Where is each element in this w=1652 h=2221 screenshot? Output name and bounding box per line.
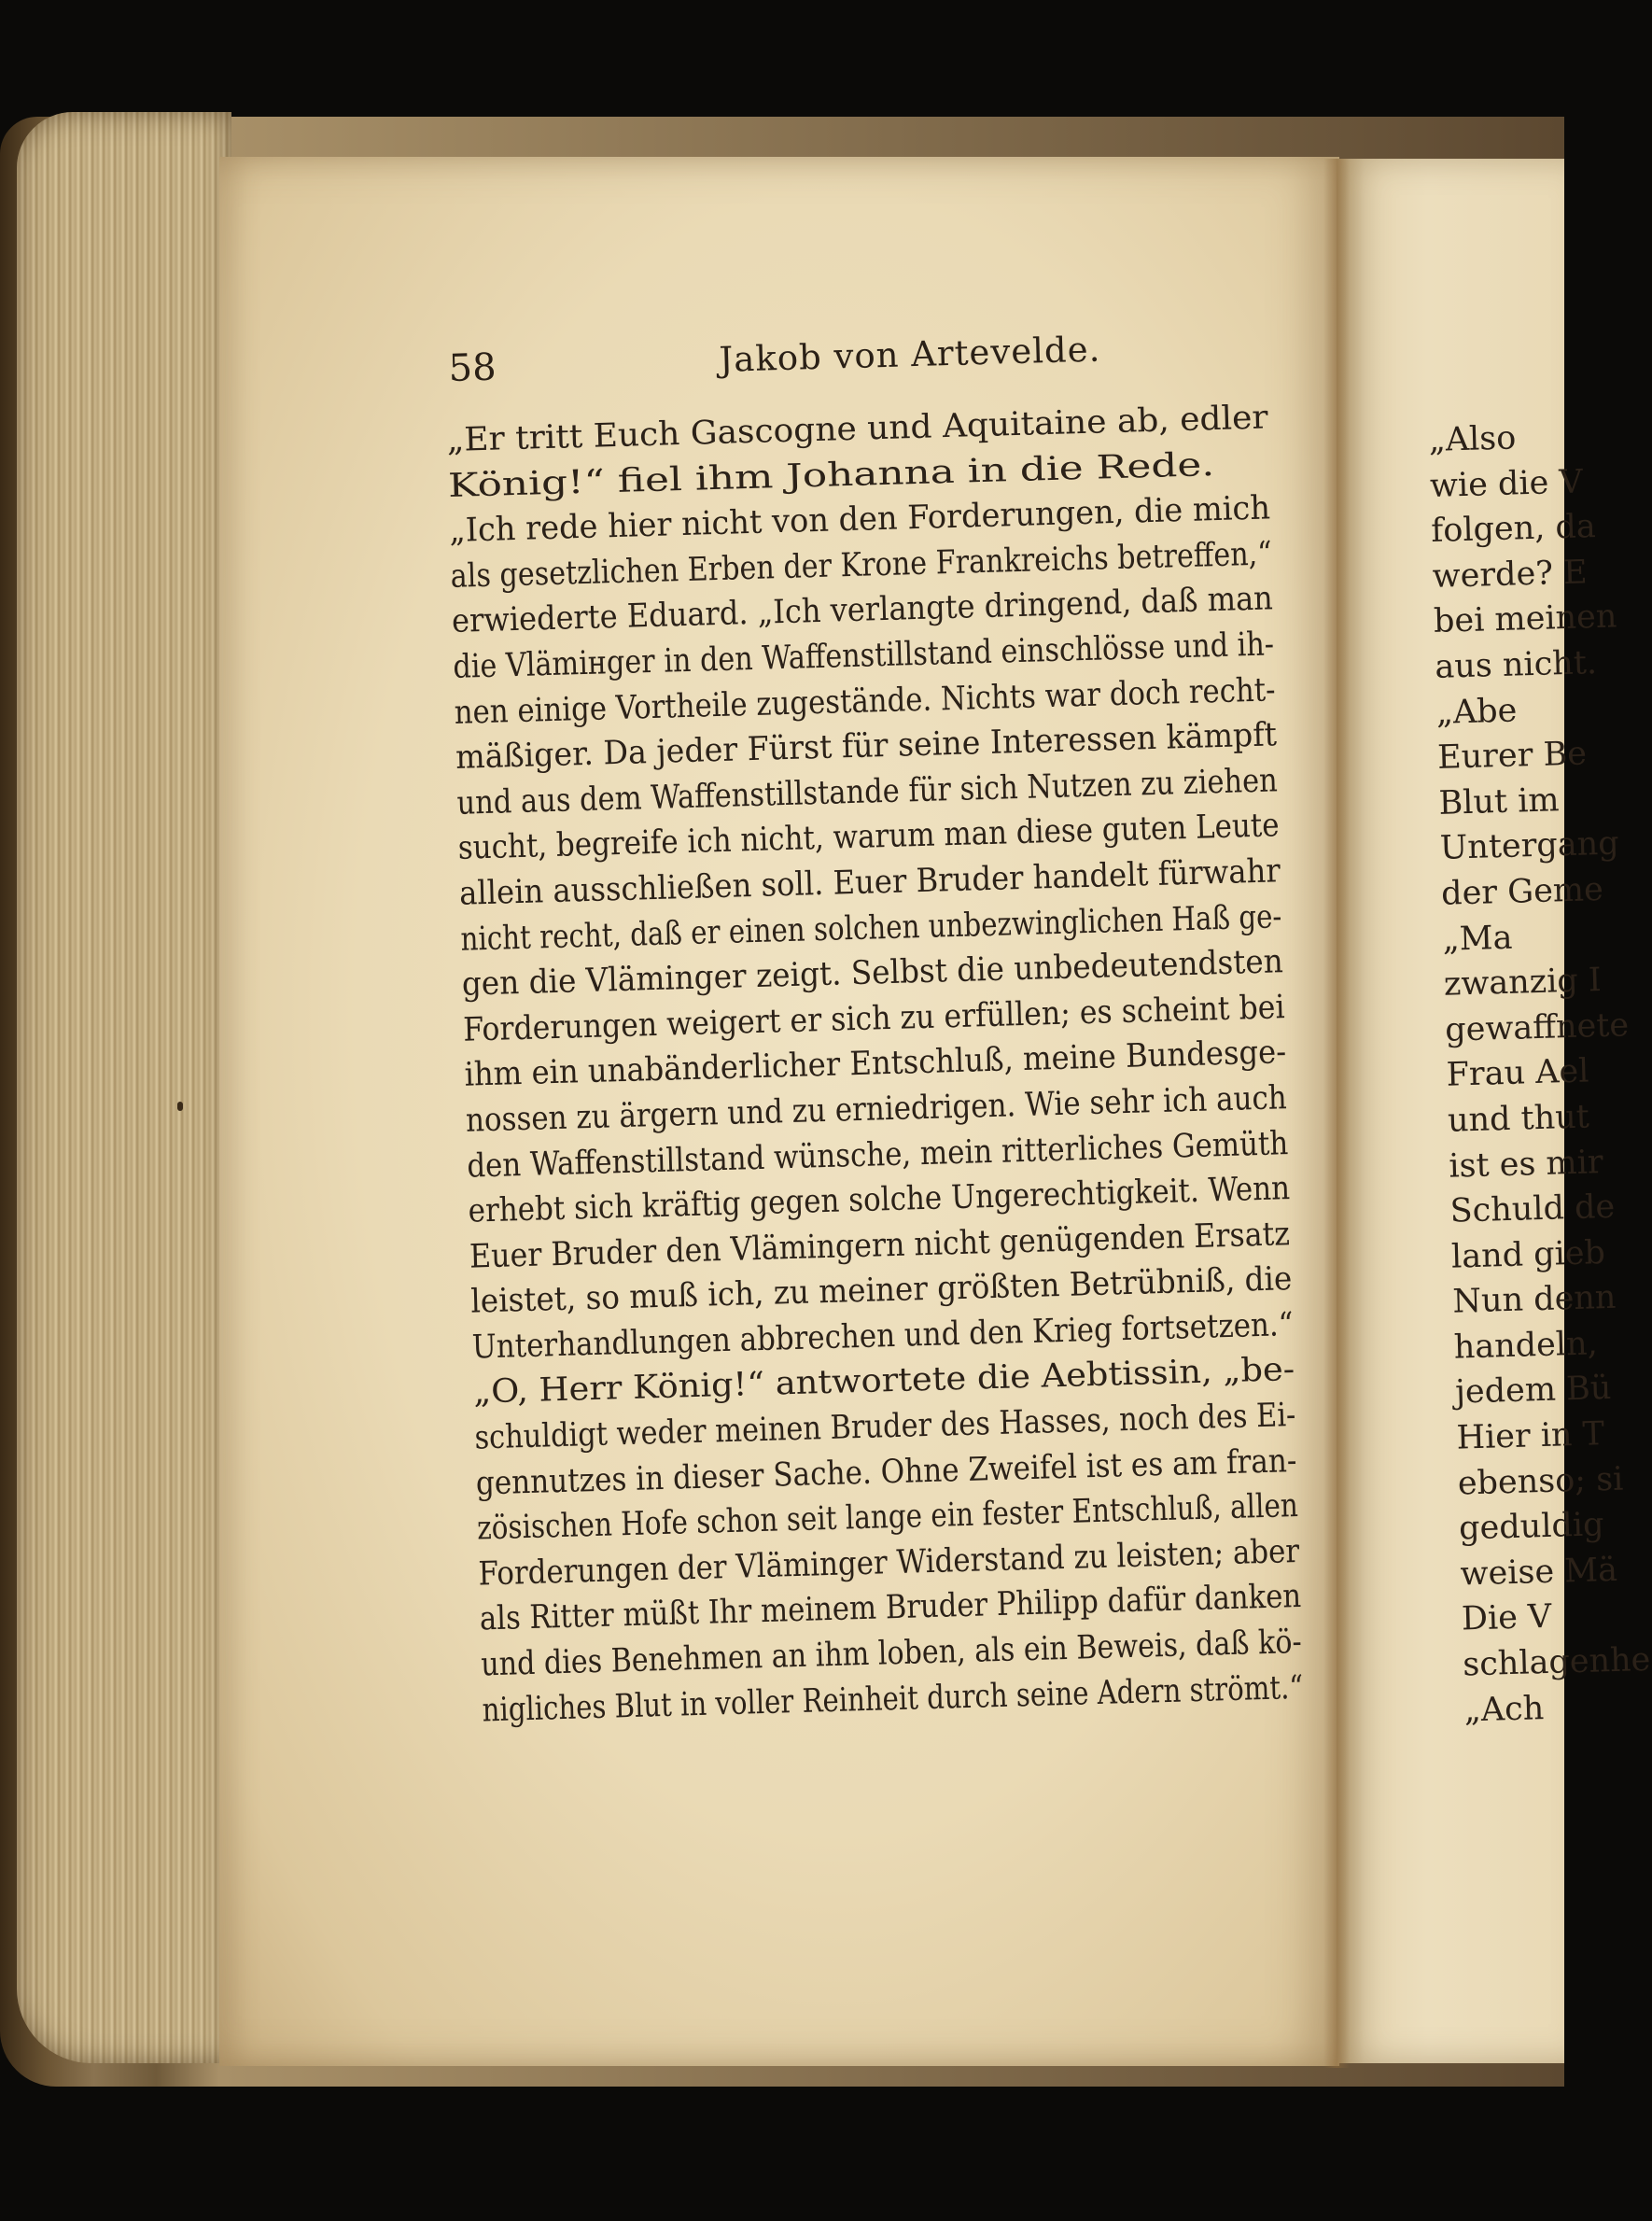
text-line: erwiederte Eduard. „Ich verlangte dringend, daß man: [451, 580, 1274, 641]
text-line: Untergang: [1439, 824, 1620, 868]
text-line: gewaffnete: [1444, 1005, 1630, 1049]
text-line: ihm ein unabänderlicher Entschluß, meine Bundesge-: [464, 1033, 1287, 1095]
text-line: jedem Bü: [1454, 1370, 1612, 1413]
text-line: wie die V: [1429, 463, 1584, 505]
text-line: Forderungen weigert er sich zu erfüllen; es scheint bei: [462, 988, 1286, 1049]
text-line: nigliches Blut in voller Reinheit durch seine Adern strömt.“: [482, 1668, 1304, 1730]
text-line: aus nicht.: [1434, 644, 1598, 686]
text-line: handeln,: [1453, 1325, 1599, 1367]
text-line: als Ritter müßt Ihr meinem Bruder Philipp dafür danken: [479, 1578, 1302, 1638]
text-line: gennutzes in dieser Sache. Ohne Zweifel ist es am fran-: [475, 1441, 1297, 1503]
left-page-text: [446, 395, 1304, 1733]
text-line: Frau Ael: [1446, 1052, 1589, 1095]
text-line: Hier in T: [1455, 1415, 1605, 1457]
text-line: weise Mä: [1460, 1551, 1618, 1594]
text-line: König!“ fiel ihm Johanna in die Rede.: [447, 445, 1215, 505]
text-line: zwanzig I: [1443, 962, 1603, 1004]
text-line: „Ich rede hier nicht von den Forderungen, die mich: [448, 489, 1271, 551]
text-line: den Waffenstillstand wünsche, mein ritterliches Gemüth: [466, 1124, 1289, 1186]
text-line: allein ausschließen soll. Euer Bruder handelt fürwahr: [458, 852, 1281, 913]
text-line: und aus dem Waffenstillstande für sich Nutzen zu ziehen: [455, 762, 1279, 822]
text-line: land gieb: [1450, 1233, 1606, 1276]
text-line: werde? E: [1432, 554, 1589, 596]
text-line: zösischen Hofe schon seit lange ein fester Entschluß, allen: [476, 1487, 1299, 1548]
page-number: 58: [448, 345, 497, 390]
text-line: Unterhandlungen abbrechen und den Krieg fortsetzen.“: [471, 1305, 1295, 1367]
text-line: leistet, so muß ich, zu meiner größten Betrübniß, die: [469, 1260, 1293, 1321]
running-title: Jakob von Artevelde.: [718, 329, 1101, 380]
text-line: „Er tritt Euch Gascogne und Aquitaine ab, edler: [446, 399, 1269, 459]
text-line: Euer Bruder den Vlämingern nicht genügenden Ersatz: [469, 1215, 1291, 1276]
text-line: nen einige Vortheile zugestände. Nichts war doch recht-: [454, 670, 1277, 732]
text-line: Schuld de: [1449, 1188, 1616, 1230]
text-line: Blut im: [1437, 780, 1561, 822]
text-line: ist es mir: [1448, 1143, 1604, 1186]
text-line: geduldig: [1458, 1506, 1604, 1548]
text-line: Die V: [1461, 1598, 1552, 1638]
text-line: nicht recht, daß er einen solchen unbezwinglichen Haß ge-: [460, 897, 1282, 959]
text-line: und thut: [1447, 1098, 1590, 1140]
text-line: Eurer Be: [1436, 735, 1588, 778]
text-line: schlagenhe: [1462, 1640, 1651, 1684]
text-line: die Vlämінger in den Waffenstillstand einschlösse und ih-: [452, 626, 1275, 686]
text-line: „Also: [1428, 419, 1517, 459]
text-line: als gesetzlichen Erben der Krone Frankreichs betreffen,“: [450, 535, 1273, 596]
page-edges: [17, 112, 231, 2063]
text-line: „Ach: [1463, 1689, 1545, 1730]
text-line: nossen zu ärgern und zu erniedrigen. Wie sehr ich auch: [465, 1079, 1288, 1140]
text-line: mäßiger. Da jeder Fürst für seine Interessen kämpft: [455, 716, 1278, 778]
text-line: Nun denn: [1451, 1279, 1617, 1321]
text-line: bei meinen: [1433, 597, 1617, 641]
text-line: ebenso; si: [1457, 1460, 1624, 1503]
text-line: gen die Vläminger zeigt. Selbst die unbedeutendsten: [461, 943, 1284, 1004]
text-line: Forderungen der Vläminger Widerstand zu leisten; aber: [478, 1532, 1300, 1594]
text-line: „Ma: [1442, 919, 1513, 959]
text-line: sucht, begreife ich nicht, warum man diese guten Leute: [457, 807, 1281, 868]
text-line: „Abe: [1435, 692, 1518, 732]
text-line: folgen, da: [1430, 508, 1597, 551]
text-line: schuldigt weder meinen Bruder des Hasses, noch des Ei-: [473, 1397, 1296, 1457]
text-line: „O, Herr König!“ antwortete die Aebtissin, „be-: [472, 1351, 1295, 1413]
book-gutter: [1323, 159, 1350, 2068]
text-line: erhebt sich kräftig gegen solche Ungerechtigkeit. Wenn: [468, 1170, 1291, 1230]
text-line: und dies Benehmen an ihm loben, als ein Beweis, daß kö-: [480, 1623, 1303, 1684]
text-line: der Geme: [1440, 870, 1604, 913]
ink-smudge: [177, 1102, 183, 1111]
